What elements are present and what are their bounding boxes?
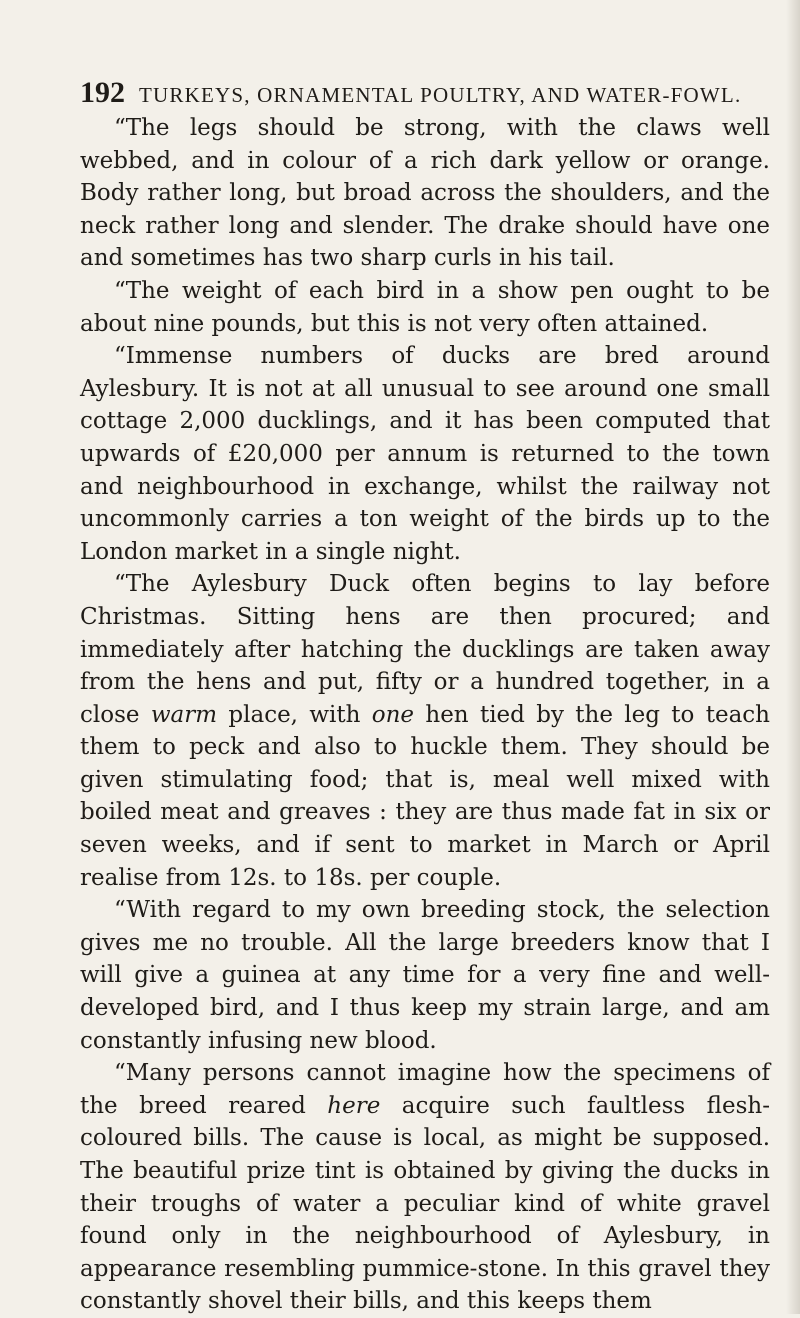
text-run: “With regard to my own breeding stock, the selection gives me no trouble. All the large breeders know that I will give a guinea at any time for a very fine and well-developed bird, and I thus keep my strain large, and am constantly infusing new blood.: [80, 897, 770, 1054]
paragraph: [80, 894, 770, 1057]
page-number: 192: [80, 76, 125, 109]
body-text: [80, 112, 770, 1318]
text-run: “The weight of each bird in a show pen ought to be about nine pounds, but this is not very often attained.: [80, 277, 770, 337]
paragraph: [80, 1057, 770, 1318]
text-run: “The legs should be strong, with the claws well webbed, and in colour of a rich dark yellow or orange. Body rather long, but broad across the shoulders, and the neck rather long and slender. The drake should have one and sometimes has two sharp curls in his tail.: [80, 115, 770, 272]
text-run: “Immense numbers of ducks are bred around Aylesbury. It is not at all unusual to see around one small cottage 2,000 ducklings, and it has been computed that upwards of £20,000 per annum is returned to the town and neighbourhood in exchange, whilst the railway not uncommonly carries a ton weight of the birds up to the London market in a single night.: [80, 343, 770, 565]
paragraph: [80, 340, 770, 568]
text-run: place, with: [217, 701, 372, 728]
running-title: TURKEYS, ORNAMENTAL POULTRY, AND WATER-FOWL.: [139, 83, 742, 107]
paragraph: [80, 275, 770, 340]
running-header: [80, 76, 741, 110]
text-run: hen tied by the leg to teach them to peck and also to huckle them. They should be given stimulating food; that is, meal well mixed with boiled meat and greaves : they are thus made fat in six or seven weeks, and if sent to market in March or April realise from 12s. to 18s. per couple.: [80, 701, 770, 891]
text-run: “Many persons cannot imagine how the specimens of the breed reared: [80, 1060, 770, 1119]
italic-text: one: [371, 701, 415, 728]
text-run: “The Aylesbury Duck often begins to lay before Christmas. Sitting hens are then procured; and immediately after hatching the ducklings are taken away from the hens and put, fifty or a hundred together, in a close: [80, 571, 770, 728]
italic-text: here: [327, 1092, 381, 1119]
paragraph: [80, 112, 770, 275]
text-run: acquire such faultless flesh-coloured bills. The cause is local, as might be supposed. The beautiful prize tint is obtained by giving the ducks in their troughs of water a peculiar kind of white gravel found only in the neighbourhood of Aylesbury, in appearance resembling pummice-stone. In this gravel they constantly shovel their bills, and this keeps them: [80, 1092, 770, 1315]
page-edge-shadow: [786, 0, 800, 1314]
paragraph: [80, 568, 770, 894]
italic-text: warm: [150, 701, 218, 728]
